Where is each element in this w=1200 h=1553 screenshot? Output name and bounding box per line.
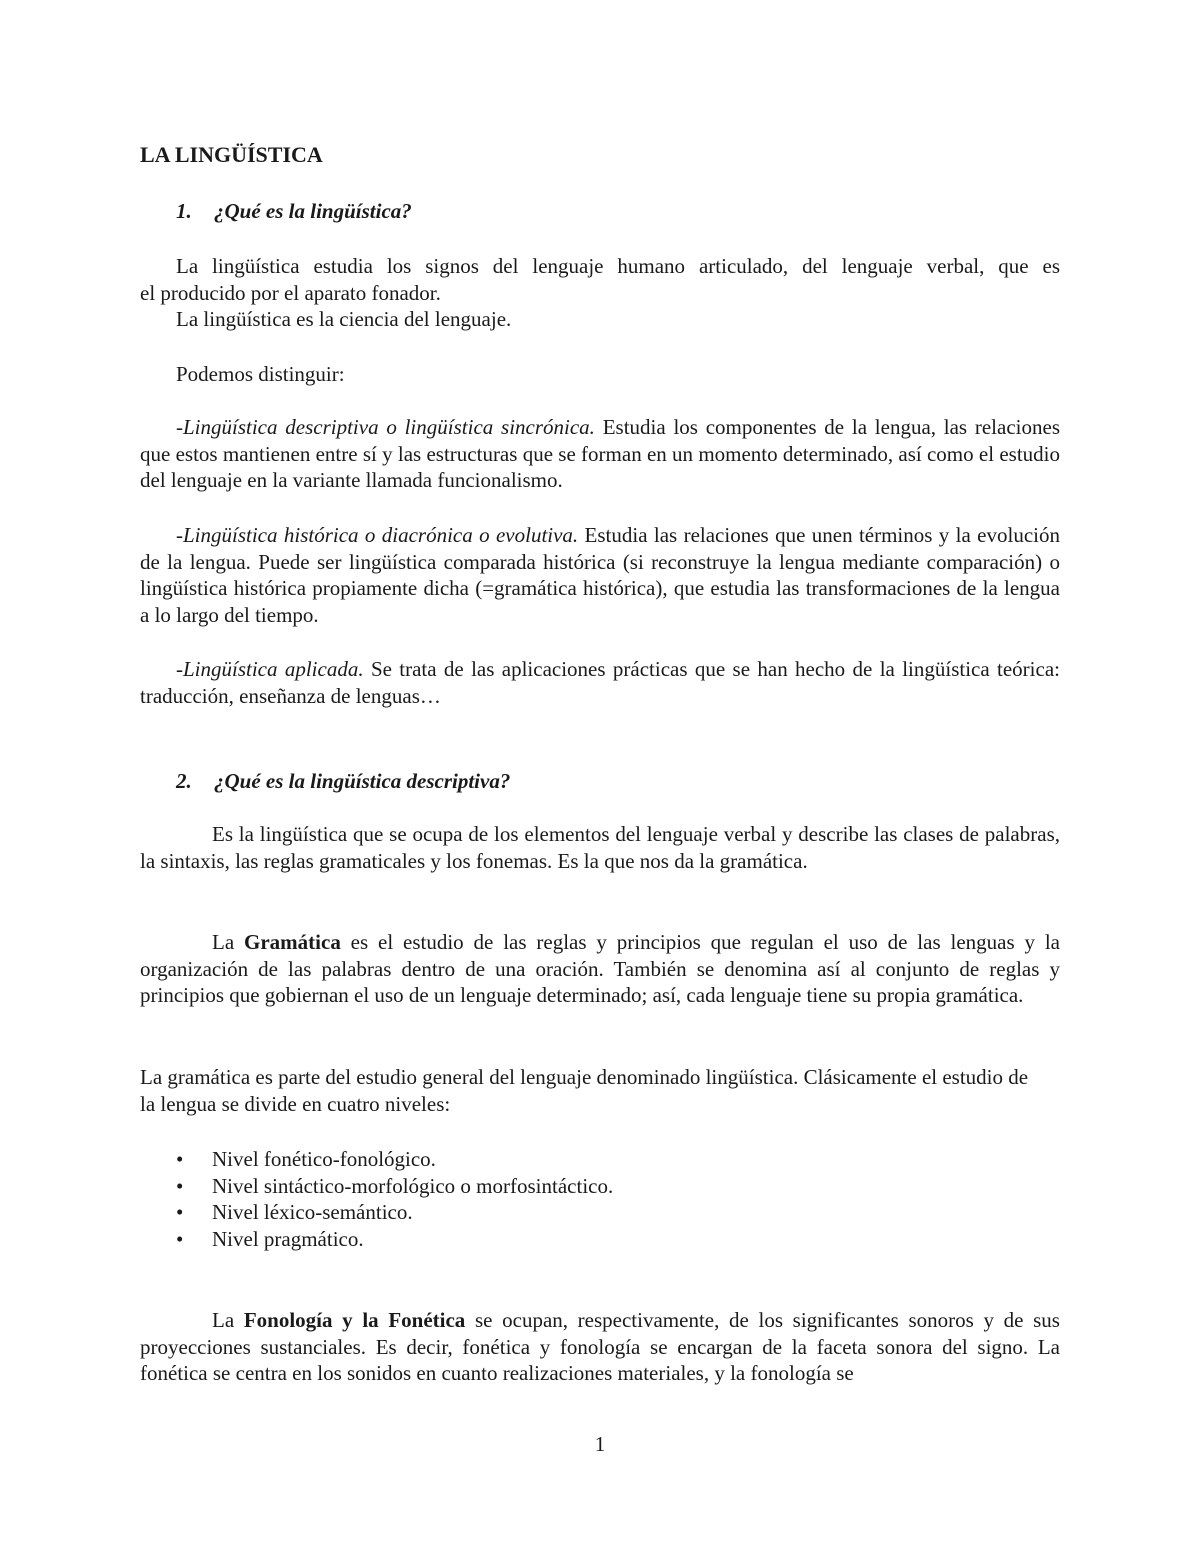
linguistics-type-descriptive bbox=[140, 414, 1060, 494]
section-2-heading bbox=[140, 768, 1060, 795]
list-item bbox=[140, 1199, 1040, 1226]
phonology-term: Fonología y la Fonética bbox=[243, 1308, 466, 1332]
page-number: 1 bbox=[594, 1432, 606, 1456]
paragraph-line: La lingüística estudia los signos del lenguaje humano articulado, del lenguaje verbal, que es bbox=[176, 254, 1060, 278]
text-run: se ocupan, respectivamente, de los significantes sonoros y de sus proyecciones sustanciales. Es decir, fonética y fonología se encargan de la faceta sonora del signo. La fonética se centra en los sonidos en cuanto realizaciones materiales, y la fonología se bbox=[140, 1308, 1060, 1385]
list-item-text: Nivel fonético-fonológico. bbox=[212, 1147, 436, 1171]
section-1-paragraph-2: La lingüística es la ciencia del lenguaje. bbox=[176, 307, 512, 331]
grammar-paragraph bbox=[140, 929, 1060, 1009]
section-2-number: 2. bbox=[176, 769, 192, 793]
text-run: La bbox=[212, 1308, 244, 1332]
list-item-text: Nivel léxico-semántico. bbox=[212, 1200, 413, 1224]
bullet-icon: • bbox=[176, 1173, 184, 1198]
list-item bbox=[140, 1173, 1040, 1200]
term-description: Se trata de las aplicaciones prácticas que se han hecho de la lingüística teórica: traducción, enseñanza de lenguas… bbox=[140, 657, 1060, 708]
linguistics-type-applied bbox=[140, 656, 1060, 709]
grammar-term: Gramática bbox=[244, 930, 341, 954]
list-item bbox=[140, 1146, 1040, 1173]
section-1-heading-text: ¿Qué es la lingüística? bbox=[214, 199, 412, 223]
grammar-levels-list bbox=[140, 1146, 1040, 1252]
document-title: LA LINGÜÍSTICA bbox=[140, 142, 323, 167]
bullet-icon: • bbox=[176, 1147, 184, 1171]
bullet-icon: • bbox=[176, 1226, 184, 1251]
section-1-paragraph-3: Podemos distinguir: bbox=[176, 362, 345, 386]
section-2-paragraph-1: Es la lingüística que se ocupa de los elementos del lenguaje verbal y describe las clases de palabras, la sintaxis, las reglas gramaticales y los fonemas. Es la que nos da la gramática. bbox=[140, 822, 1060, 873]
term-description: Estudia los componentes de la lengua, las relaciones que estos mantienen entre sí y las estructuras que se forman en un momento determinado, así como el estudio del lenguaje en la variante llamada funcionalismo. bbox=[140, 415, 1060, 492]
bullet-icon: • bbox=[176, 1200, 184, 1224]
section-1-number: 1. bbox=[176, 199, 192, 223]
phonology-paragraph bbox=[140, 1307, 1060, 1387]
section-2-heading-text: ¿Qué es la lingüística descriptiva? bbox=[214, 769, 511, 793]
paragraph-line: el producido por el aparato fonador. bbox=[140, 280, 441, 305]
linguistics-type-historical bbox=[140, 522, 1060, 628]
term-label: -Lingüística aplicada. bbox=[176, 657, 364, 681]
list-item bbox=[140, 1226, 1040, 1253]
section-1-paragraph-1 bbox=[140, 253, 1060, 333]
grammar-levels-intro: La gramática es parte del estudio general del lenguaje denominado lingüística. Clásicamente el estudio de la lengua se divide en cuatro niveles: bbox=[140, 1065, 1029, 1116]
section-1-heading bbox=[140, 198, 1060, 225]
term-description: Estudia las relaciones que unen términos y la evolución de la lengua. Puede ser lingüística comparada histórica (si reconstruye la lengua mediante comparación) o lingüística histórica propiamente dicha (=gramática histórica), que estudia las transformaciones de la lengua a lo largo del tiempo. bbox=[140, 523, 1060, 627]
text-run: La bbox=[212, 930, 245, 954]
term-label: -Lingüística histórica o diacrónica o evolutiva. bbox=[176, 523, 579, 547]
term-label: -Lingüística descriptiva o lingüística sincrónica. bbox=[176, 415, 595, 439]
list-item-text: Nivel pragmático. bbox=[212, 1226, 364, 1251]
list-item-text: Nivel sintáctico-morfológico o morfosintáctico. bbox=[212, 1173, 614, 1198]
text-run: es el estudio de las reglas y principios que regulan el uso de las lenguas y la organización de las palabras dentro de una oración. También se denomina así al conjunto de reglas y principios que gobiernan el uso de un lenguaje determinado; así, cada lenguaje tiene su propia gramática. bbox=[140, 930, 1060, 1007]
